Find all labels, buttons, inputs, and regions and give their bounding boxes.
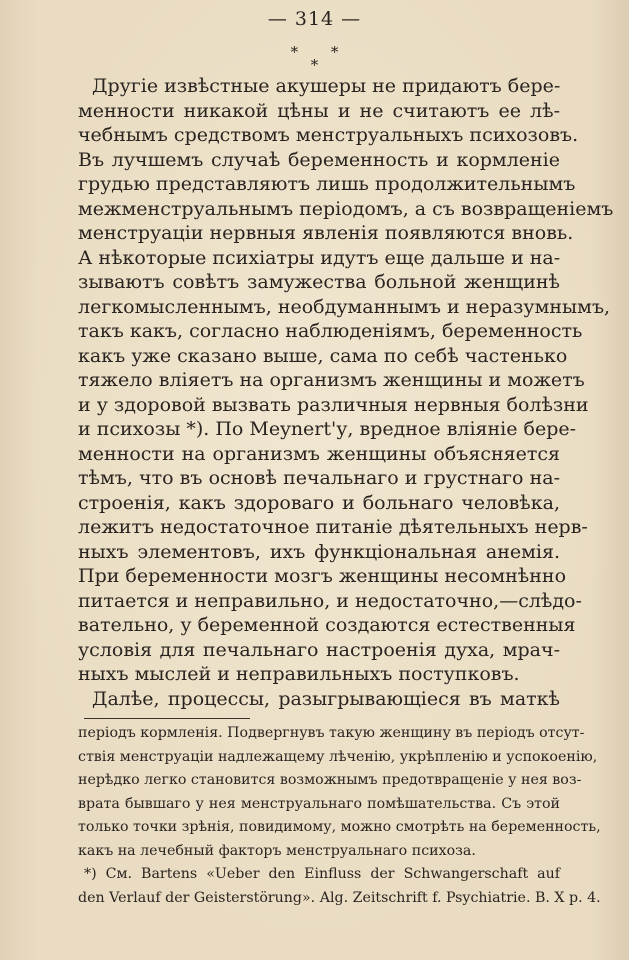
- text-line: такъ какъ, согласно наблюденіямъ, беременность: [78, 320, 583, 342]
- text-line: ныхъ мыслей и неправильныхъ поступковъ.: [78, 663, 520, 685]
- text-line: тѣмъ, что въ основѣ печальнаго и грустнаго на-: [78, 467, 560, 489]
- text-line: менности никакой цѣны и не считаютъ ее лѣ-: [78, 99, 560, 122]
- text-line: грудью представляютъ лишь продолжительнымъ: [78, 173, 576, 195]
- footnotes: [78, 722, 601, 910]
- text-line: и у здоровой вызвать различныя нервныя болѣзни: [78, 393, 589, 416]
- text-line: и психозы *). По Meynert'у, вредное вліяніе бере-: [78, 418, 577, 440]
- text-line: Въ лучшемъ случаѣ беременность и кормленіе: [78, 148, 560, 171]
- text-line: строенія, какъ здороваго и больнаго человѣка,: [78, 491, 560, 514]
- text-line: При беременности мозгъ женщины несомнѣнно: [78, 565, 567, 587]
- text-line: условія для печальнаго настроенія духа, мрач-: [78, 638, 560, 661]
- text-line: менности на организмъ женщины объясняется: [78, 442, 560, 465]
- footnote-line: только точки зрѣнія, повидимому, можно смотрѣть на беременность,: [78, 819, 601, 835]
- text-line: лежитъ недостаточное питаніе дѣятельныхъ нерв-: [78, 516, 588, 538]
- text-line: питается и неправильно, и недостаточно,—слѣдо-: [78, 589, 582, 612]
- footnote-line: періодъ кормленія. Подвергнувъ такую женщину въ періодъ отсут-: [78, 725, 585, 741]
- separator-stars-top: * *: [290, 43, 353, 61]
- text-line: Другіе извѣстные акушеры не придаютъ бере-: [92, 75, 561, 97]
- footnote-line: нерѣдко легко становится возможнымъ предотвращеніе у нея воз-: [78, 772, 582, 788]
- footnote-line: врата бывшаго у нея менструальнаго помѣшательства. Съ этой: [78, 795, 560, 812]
- separator-star-bottom: *: [310, 56, 319, 74]
- text-line: какъ уже сказано выше, сама по себѣ частенько: [78, 344, 568, 367]
- footnote-line: *) См. Bartens «Ueber den Einfluss der Schwangerschaft auf: [84, 866, 560, 882]
- text-line: Далѣе, процессы, разыгрывающіеся въ маткѣ: [92, 687, 560, 710]
- text-line: межменструальнымъ періодомъ, а съ возвращеніемъ: [78, 197, 614, 220]
- footnote-line: den Verlauf der Geisterstörung». Alg. Zeitschrift f. Psychiatrie. B. X p. 4.: [78, 889, 601, 906]
- footnote-line: какъ на лечебный факторъ менструальнаго психоза.: [78, 842, 476, 859]
- text-line: ныхъ элементовъ, ихъ функціональная анемія.: [78, 540, 560, 563]
- text-line: вательно, у беременной создаются естественныя: [78, 614, 576, 636]
- text-line: А нѣкоторые психіатры идутъ еще дальше и на-: [78, 246, 561, 269]
- footnote-line: ствія менструаціи надлежащему лѣченію, укрѣпленію и успокоенію,: [78, 748, 598, 765]
- text-line: менструаціи нервныя явленія появляются вновь.: [78, 222, 574, 244]
- text-line: зываютъ совѣтъ замужества больной женщинѣ: [78, 271, 560, 293]
- text-line: тяжело вліяетъ на организмъ женщины и можетъ: [78, 369, 585, 391]
- footnote-divider: [84, 718, 250, 719]
- main-text: [78, 74, 614, 711]
- text-line: легкомысленнымъ, необдуманнымъ и неразумнымъ,: [78, 295, 611, 318]
- page-number: — 314 —: [267, 8, 362, 30]
- text-line: чебнымъ средствомъ менструальныхъ психозовъ.: [78, 124, 579, 146]
- section-separator: [0, 43, 629, 74]
